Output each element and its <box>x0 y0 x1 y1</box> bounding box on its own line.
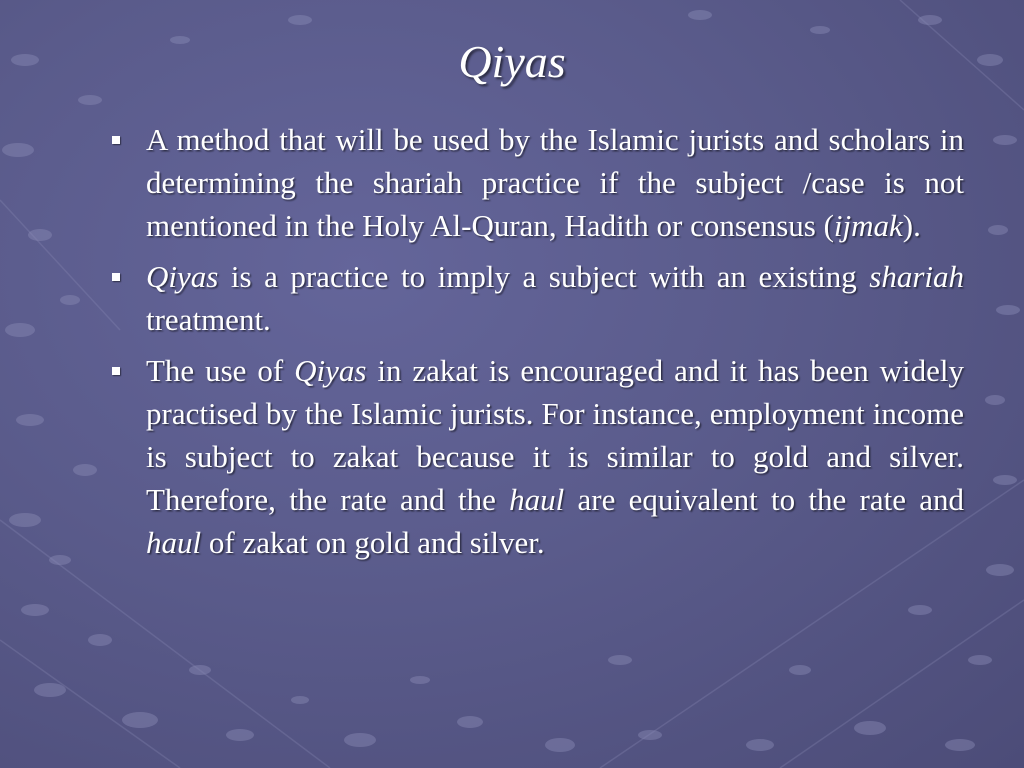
text-segment: is a practice to imply a subject with an existing <box>218 259 870 294</box>
bullet-text <box>146 122 964 243</box>
italic-term: shariah <box>869 259 964 294</box>
italic-term: haul <box>146 525 202 560</box>
text-segment: of zakat on gold and silver. <box>201 525 545 560</box>
italic-term: Qiyas <box>294 353 367 388</box>
text-segment: A method that will be used by the Islamic jurists and scholars in determining the shariah practice if the subject /case is not mentioned in the Holy Al-Quran, Hadith or consensus ( <box>146 122 964 243</box>
bullet-item <box>112 118 964 247</box>
text-segment: ). <box>902 208 921 243</box>
text-segment: The use of <box>146 353 295 388</box>
bullet-item <box>112 255 964 341</box>
bullet-text <box>146 353 964 560</box>
italic-term: ijmak <box>833 208 903 243</box>
text-segment: are equivalent to the rate and <box>564 482 964 517</box>
italic-term: haul <box>509 482 565 517</box>
bullet-item <box>112 349 964 564</box>
square-bullet-icon <box>112 136 120 144</box>
bullet-list <box>112 118 964 572</box>
text-segment: in zakat is encouraged and it has been widely practised by the Islamic jurists. For instance, employment income is subject to zakat because it is similar to gold and silver. Therefore, the rate and the <box>146 353 965 517</box>
square-bullet-icon <box>112 273 120 281</box>
text-segment: treatment. <box>146 302 271 337</box>
slide-title: Qiyas <box>458 36 566 87</box>
italic-term: Qiyas <box>146 259 219 294</box>
square-bullet-icon <box>112 367 120 375</box>
bullet-text <box>146 259 964 337</box>
